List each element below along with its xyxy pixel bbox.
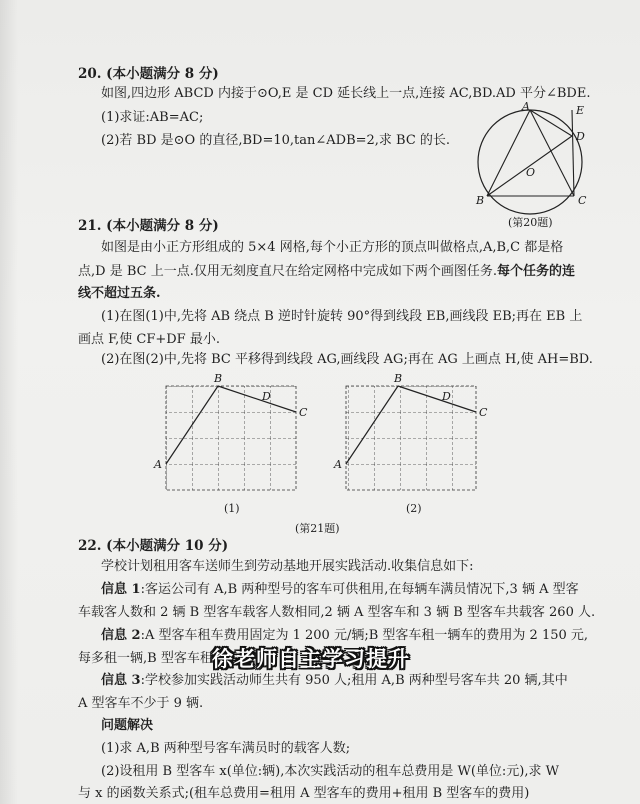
- grid-1: [166, 386, 296, 490]
- q22-info2-line1: 信息 2:A 型客车租车费用固定为 1 200 元/辆;B 型客车租一辆车的费用为 2 150 元,: [101, 628, 589, 643]
- q21-part1-line1: (1)在图(1)中,先将 AB 绕点 B 逆时针旋转 90°得到线段 EB,画线段 EB;再在 EB 上: [101, 309, 583, 324]
- circle-o: [478, 110, 582, 214]
- grid2-label-a: A: [334, 458, 342, 471]
- grid1-label-c: C: [299, 406, 308, 419]
- grid2-label-d: D: [442, 390, 451, 403]
- grid-2: [346, 386, 476, 490]
- grid1-label-b: B: [214, 372, 223, 385]
- page-shadow: [0, 0, 18, 804]
- segment-ce: [572, 110, 574, 196]
- q21-stem-line2-plain: 点,D 是 BC 上一点.仅用无刻度直尺在给定网格中完成如下两个画图任务.: [78, 264, 497, 279]
- q22-solve2-line1: (2)设租用 B 型客车 x(单位:辆),本次实践活动的租车总费用是 W(单位:元),求 W: [101, 764, 559, 779]
- q21-stem-line1: 如图是由小正方形组成的 5×4 网格,每个小正方形的顶点叫做格点,A,B,C 都是格: [101, 240, 564, 255]
- q20-stem: 如图,四边形 ABCD 内接于⊙O,E 是 CD 延长线上一点,连接 AC,BD.AD 平分∠BDE.: [101, 86, 591, 101]
- q20-part2: (2)若 BD 是⊙O 的直径,BD=10,tan∠ADB=2,求 BC 的长.: [101, 133, 451, 148]
- label-d: D: [576, 130, 585, 143]
- q22-info1-line2: 车载客人数和 2 辆 B 型客车载客人数相同,2 辆 A 型客车和 3 辆 B 型客车共载客 260 人.: [78, 605, 596, 620]
- q21-figure-caption: (第21题): [295, 522, 340, 535]
- label-c: C: [578, 194, 587, 207]
- q22-info1-line1: 信息 1:客运公司有 A,B 两种型号的客车可供租用,在每辆车满员情况下,3 辆 A 型客: [101, 582, 579, 597]
- q21-figure: [140, 370, 500, 540]
- grid1-label-a: A: [154, 458, 162, 471]
- figure-sub2: (2): [406, 502, 422, 515]
- q21-stem-line3: 线不超过五条.: [78, 286, 161, 301]
- watermark-caption: 徐老师自主学习提升: [212, 647, 410, 671]
- q22-title: 22. (本小题满分 10 分): [78, 538, 229, 554]
- q22-solve-title: 问题解决: [101, 718, 154, 733]
- grid1-label-d: D: [262, 390, 271, 403]
- q22-info2-label: 信息 2: [101, 628, 141, 643]
- segment-ab: [487, 110, 530, 196]
- label-b: B: [476, 194, 485, 207]
- q21-title: 21. (本小题满分 8 分): [78, 218, 219, 234]
- label-e: E: [576, 104, 585, 117]
- q22-info3-line1: 信息 3:学校参加实践活动师生共有 950 人;租用 A,B 两种型号客车共 20 辆,其中: [101, 673, 568, 688]
- q22-info3-label: 信息 3: [101, 673, 141, 688]
- q20-title: 20. (本小题满分 8 分): [78, 66, 219, 82]
- q21-part2: (2)在图(2)中,先将 BC 平移得到线段 AG,画线段 AG;再在 AG 上画点 H,使 AH=BD.: [101, 352, 593, 367]
- q20-figure: [470, 100, 618, 234]
- q22-solve1: (1)求 A,B 两种型号客车满员时的载客人数;: [101, 741, 351, 756]
- q21-part1-line2: 画点 F,使 CF+DF 最小.: [78, 332, 220, 347]
- q20-figure-caption: (第20题): [508, 216, 553, 229]
- q22-solve2-line2: 与 x 的函数关系式;(租车总费用=租用 A 型客车的费用+租用 B 型客车的费用): [78, 786, 530, 801]
- q22-intro: 学校计划租用客车送师生到劳动基地开展实践活动.收集信息如下:: [101, 559, 474, 574]
- label-a: A: [522, 100, 530, 113]
- grid2-label-c: C: [479, 406, 488, 419]
- label-o: O: [526, 166, 536, 179]
- segment-ac: [530, 110, 574, 196]
- q20-part1: (1)求证:AB=AC;: [101, 110, 204, 125]
- q21-stem-line2-bold: 每个任务的连: [496, 264, 575, 279]
- q22-info2-line2: 每多租一辆,B 型客车租车单: [78, 651, 239, 666]
- q22-info3-line2: A 型客车不少于 9 辆.: [78, 696, 204, 711]
- grid2-label-b: B: [394, 372, 403, 385]
- q21-stem-line2: [78, 264, 575, 280]
- figure-sub1: (1): [224, 502, 240, 515]
- q22-info1-label: 信息 1: [101, 582, 141, 597]
